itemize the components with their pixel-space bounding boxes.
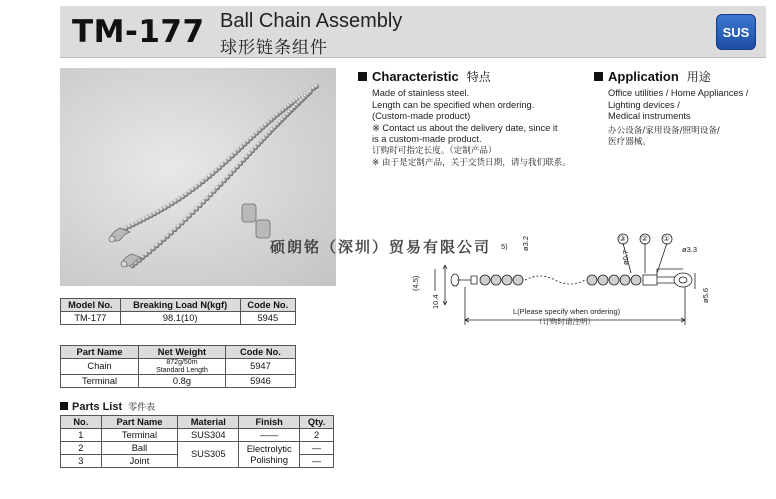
product-title-cn: 球形链条组件 [220, 38, 328, 58]
dim-partial: 5) [501, 242, 508, 251]
product-title: Ball Chain Assembly [220, 10, 403, 32]
bullet-square-icon [594, 72, 603, 81]
bullet-square-icon [60, 402, 68, 410]
company-watermark: 硕朗铭（深圳）贸易有限公司 [270, 238, 492, 256]
callout-3: ③ [619, 234, 626, 243]
application-heading: Application 用途 [594, 68, 711, 85]
characteristic-heading: Characteristic 特点 [358, 68, 491, 85]
table-row: 3 Joint — [61, 455, 334, 468]
dim-left-a: (4.5) [411, 275, 420, 291]
callout-2: ② [641, 234, 648, 243]
dim-top-diameter: ø3.3 [682, 245, 698, 254]
spec-header-model: Model No. [61, 299, 121, 312]
table-row: 2 Ball SUS305 Electrolytic Polishing — [61, 442, 334, 455]
dim-right-diameter: ø5.6 [701, 287, 710, 303]
sus-badge: SUS [716, 14, 756, 50]
spec-header-code: Code No. [240, 299, 295, 312]
parts-list-heading: Parts List 零件表 [60, 400, 155, 413]
table-row: Terminal 0.8g 5946 [61, 375, 296, 388]
table-row: TM-177 98.1(10) 5945 [61, 312, 296, 325]
bullet-square-icon [358, 72, 367, 81]
application-text: Office utilities / Home Appliances / Lighting devices / Medical instruments 办公设备/家用设备/照明设备/ 医疗器械。 [608, 88, 749, 148]
chain-bead [314, 84, 319, 89]
table-row: Chain 872g/50m Standard Length 5947 [61, 359, 296, 375]
spec-header-load: Breaking Load N(kgf) [120, 299, 240, 312]
length-label: L(Please specify when ordering) [513, 307, 621, 316]
spec-table [60, 298, 296, 325]
characteristic-text: Made of stainless steel. Length can be specified when ordering. (Custom-made product) ※ Contact us about the delivery date, since it is a custom-made product. 订购时可指定长度。（定制产品） ※ 由于是定制产品，关于交货日期，请与我们联系。 [372, 88, 571, 168]
table-row: 1 Terminal SUS304 —— 2 [61, 429, 334, 442]
header-bar [60, 6, 766, 58]
dim-joint-diameter: ø0.7 [621, 249, 630, 265]
parts-list-table: No. Part Name Material Finish Qty. 1 Terminal SUS304 —— 2 2 Ball SUS305 Electrolytic Polishing — 3 Joint — [60, 415, 334, 468]
dim-left-b: 10.4 [431, 294, 440, 309]
callout-1: ① [663, 234, 670, 243]
model-number: TM-177 [72, 14, 205, 50]
dim-ball-diameter: ø3.2 [521, 235, 530, 251]
weight-table: Part Name Net Weight Code No. Chain 872g/50m Standard Length 5947 Terminal 0.8g 5946 [60, 345, 296, 388]
length-label-cn: （订购时请注明） [535, 317, 595, 326]
